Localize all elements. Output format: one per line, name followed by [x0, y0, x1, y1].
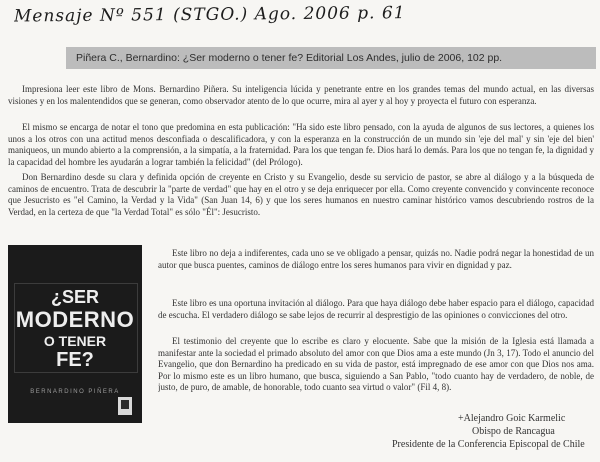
- book-title-bar: [66, 47, 596, 69]
- book-title: Piñera C., Bernardino: ¿Ser moderno o tener fe? Editorial Los Andes, julio de 2006, 102 pp.: [76, 52, 503, 64]
- handwritten-citation: Mensaje Nº 551 (STGO.) Ago. 2006 p. 61: [13, 3, 406, 27]
- cover-title-line-2: MODERNO: [15, 307, 135, 332]
- paragraph-6: El testimonio del creyente que lo escribe es claro y elocuente. Sabe que la misión de la Iglesia está llamada a manifestar ante la sociedad el primado absoluto del amor con que Dios ama a este mundo (Jn 3, 17). Todo el anuncio del Evangelio, que don Bernardino ha predicado en su vida de pastor, está impregnado de ese amor con que Dios nos ama. Por lo mismo este es un libro humano, que busca, siguiendo a San Pablo, "todo cuanto hay de verdadero, de noble, de justo, de puro, de amable, de honorable, todo cuanto sea virtud o valor" (Fil 4, 8).: [158, 336, 594, 393]
- paragraph-3: Don Bernardino desde su clara y definida opción de creyente en Cristo y su Evangelio, desde su servicio de pastor, se abre al diálogo y a la búsqueda de caminos de encuentro. Trata de descubrir la "parte de verdad" que hay en el otro y se deja enriquecer por ella. Como creyente convencido y convincente reconoce que Jesucristo es "el Camino, la Verdad y la Vida" (San Juan 14, 6) y que los seres humanos en nuestro caminar histórico vamos descubriendo rostros de la Verdad, en la certeza de que "la Verdad Total" es sólo "Él": Jesucristo.: [8, 172, 594, 217]
- cover-title-line-4: FE?: [56, 349, 94, 371]
- book-cover: [8, 245, 142, 423]
- publisher-logo-icon: [118, 397, 132, 415]
- cover-title-line-3: O TENER: [43, 333, 107, 349]
- cover-title-line-1: ¿SER: [50, 287, 99, 307]
- paragraph-4: Este libro no deja a indiferentes, cada uno se ve obligado a pensar, quizás no. Nadie podrá negar la honestidad de un autor que busca puentes, caminos de diálogo entre los seres humanos para vivir en dignidad y paz.: [158, 248, 594, 270]
- paragraph-5: Este libro es una oportuna invitación al diálogo. Para que haya diálogo debe haber espacio para el diálogo, capacidad de escucha. El verdadero diálogo se sabe lejos de recurrir al desprestigio de las opiniones o convicciones del otro.: [158, 298, 594, 320]
- cover-author: BERNARDINO PIÑERA: [30, 389, 120, 395]
- signature-organization: Presidente de la Conferencia Episcopal de Chile: [392, 439, 585, 450]
- paragraph-1: Impresiona leer este libro de Mons. Bernardino Piñera. Su inteligencia lúcida y penetrante entre en los grandes temas del mundo actual, en las diversas visiones y en los malentendidos que se generan, como observador atento de lo que ocurre, mira al ayer y al hoy y proyecta el futuro con esperanza.: [8, 84, 594, 106]
- signature-name: +Alejandro Goic Karmelic: [458, 413, 566, 424]
- paragraph-2: El mismo se encarga de notar el tono que predomina en esta publicación: "Ha sido este libro pensado, con la ayuda de algunos de sus lectores, a quienes los unos a los otros con una actitud menos desconfiada o descalificadora, y con la esperanza en la construcción de un mundo sin 'eje del mal' y sin 'eje del bien' maniqueos, un mundo abierto a la comprensión, a la simpatía, a la fraternidad. Para los que tengan fe. Dios hará lo demás. Para los que no tengan fe, la dignidad y la capacidad del hombre les ayudarán a lograr también la felicidad" (del Prólogo).: [8, 122, 594, 167]
- signature-role: Obispo de Rancagua: [472, 426, 555, 437]
